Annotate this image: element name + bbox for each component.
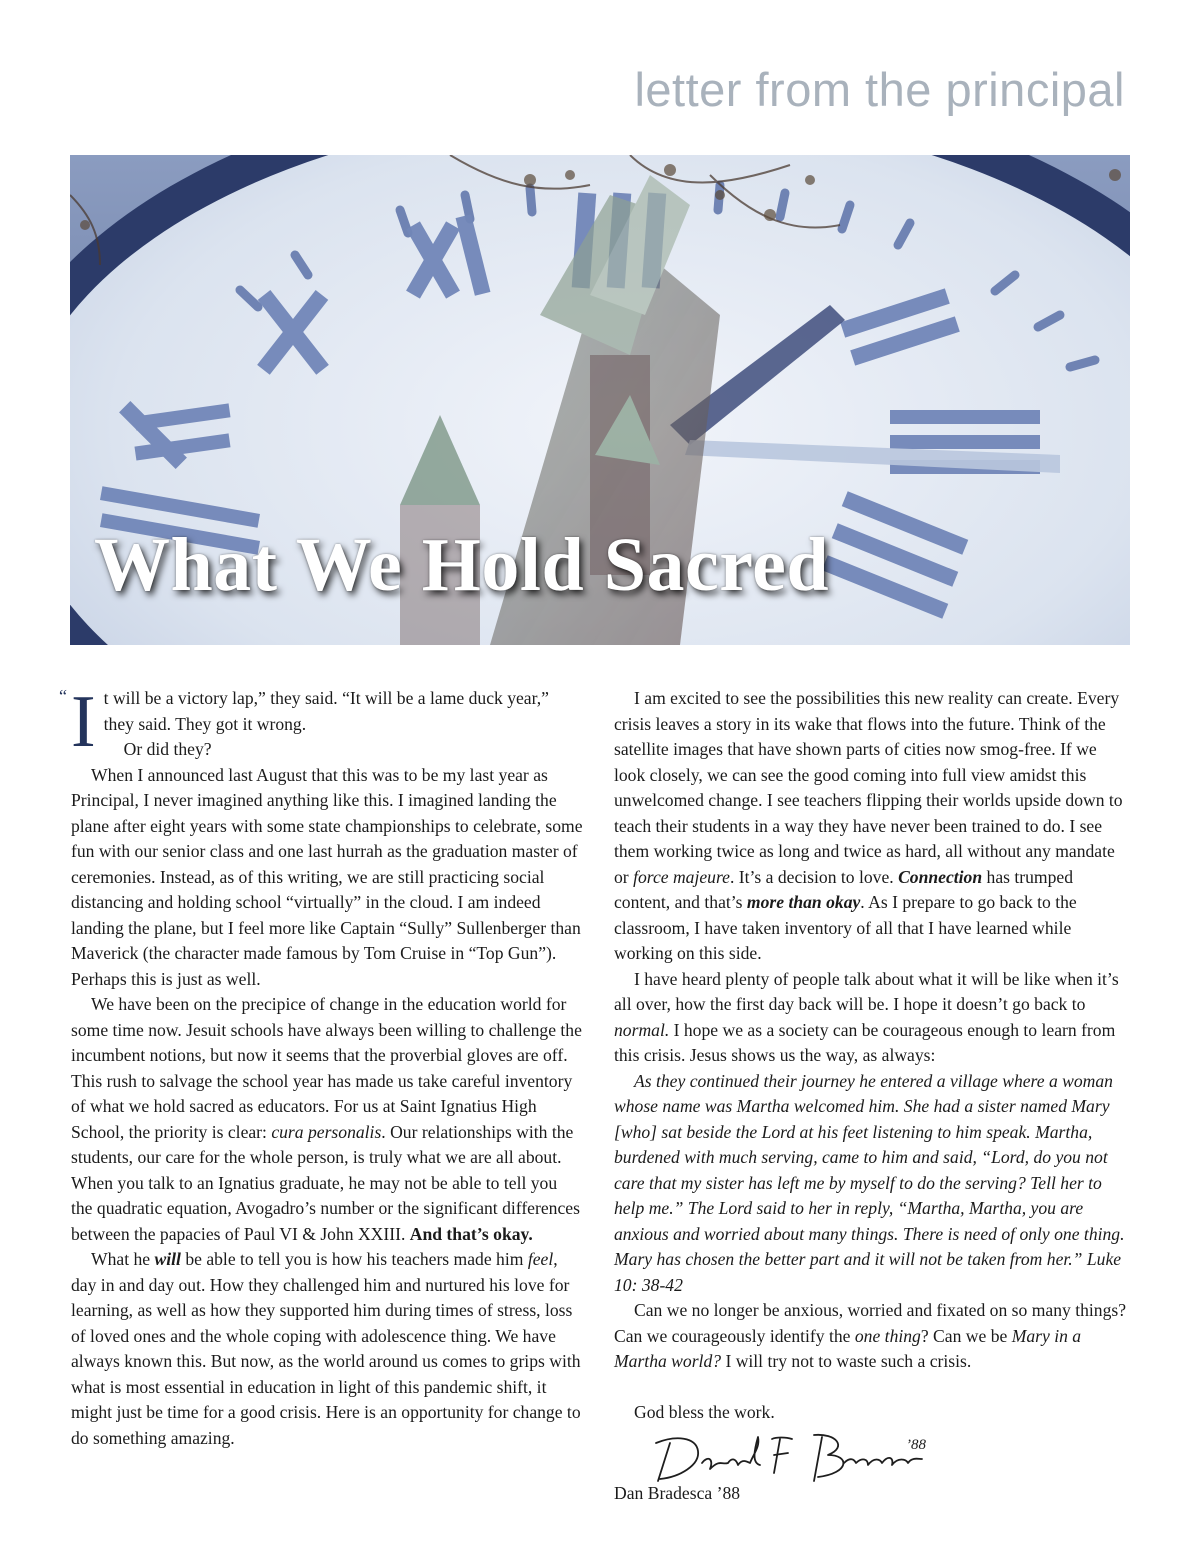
paragraph-text: Or did they? (123, 739, 212, 759)
body-paragraph: When I announced last August that this was to be my last year as Principal, I never imagined anything like this. I imagined landing the plane after eight years with some state championships to celebrate, some fun with our senior class and one last hurrah as the graduation master of ceremonies. Instead, as of this writing, we are still practicing social distancing and holding school “virtually” in the cloud. I am indeed landing the plane, but I feel more like Captain “Sully” Sullenberger than Maverick (the character made famous by Tom Cruise in “Top Gun”). Perhaps this is just as well. (71, 764, 583, 989)
section-label: letter from the principal (634, 63, 1125, 116)
signature (636, 1429, 1130, 1487)
signer-name: Dan Bradesca ’88 (614, 1483, 741, 1503)
letter-column-left (59, 681, 583, 1451)
signature-year: ’88 (906, 1437, 926, 1453)
opening-paragraph (59, 681, 583, 763)
body-paragraph: I have heard plenty of people talk about what it will be like when it’s all over, how the first day back will be. I hope it doesn’t go back to normal. I hope we as a society can be courageous enough to learn from this crisis. Jesus shows us the way, as always: (614, 968, 1119, 1065)
body-paragraph: What he will be able to tell you is how his teachers made him feel, day in and day out. How they challenged him and nurtured his love for learning, as well as how they supported him during times of stress, loss of loved ones and the whole coping with adolescence thing. We have always known this. But now, as the world around us comes to grips with what is most essential in education in light of this pandemic shift, it might just be time for a good crisis. Here is an opportunity for change to do something amazing. (71, 1249, 581, 1448)
body-paragraph: Can we no longer be anxious, worried and fixated on so many things? Can we courageously identify the one thing? Can we be Mary in a Martha world? I will try not to waste such a crisis. (614, 1300, 1127, 1371)
letter-column-right (614, 686, 1130, 1507)
body-paragraph: I am excited to see the possibilities this new reality can create. Every crisis leaves a story in its wake that flows into the future. Think of the satellite images that have shown parts of cities now smog-free. If we look closely, we can see the good coming into full view amidst this unwelcomed change. I see teachers flipping their worlds upside down to teach their students in a way they have never been trained to do. I see them working twice as long and twice as hard, all without any mandate or force majeure. It’s a decision to love. Connection has trumped content, and that’s more than okay. As I prepare to go back to the classroom, I have taken inventory of all that I have learned while working on this side. (614, 688, 1123, 963)
hero-banner (70, 155, 1130, 645)
article-title: What We Hold Sacred (94, 523, 830, 607)
paragraph-text: t will be a victory lap,” they said. “It will be a lame duck year,” they said. They got it wrong. (103, 688, 549, 734)
closing-line: God bless the work. (634, 1401, 775, 1422)
body-paragraph: We have been on the precipice of change in the education world for some time now. Jesuit schools have always been willing to challenge the incumbent notions, but now it seems that the proverbial gloves are off. This rush to salvage the school year has made us take careful inventory of what we hold sacred as educators. For us at Saint Ignatius High School, the priority is clear: cura personalis. Our relationships with the students, our care for the whole person, is truly what we are all about. When you talk to an Ignatius graduate, he may not be able to tell you the quadratic equation, Avogadro’s number or the significant differences between the papacies of Paul VI & John XXIII. And that’s okay. (71, 994, 582, 1244)
drop-cap: I (71, 681, 96, 763)
scripture-quote: As they continued their journey he entered a village where a woman whose name was Martha welcomed him. She had a sister named Mary [who] sat beside the Lord at his feet listening to him speak. Martha, burdened with much serving, came to him and said, “Lord, do you not care that my sister has left me by myself to do the serving? Tell her to help me.” The Lord said to her in reply, “Martha, Martha, you are anxious and worried about many things. There is need of only one thing. Mary has chosen the better part and it will not be taken from her.” Luke 10: 38-42 (614, 1070, 1125, 1295)
open-quote-mark: “ (59, 686, 67, 706)
